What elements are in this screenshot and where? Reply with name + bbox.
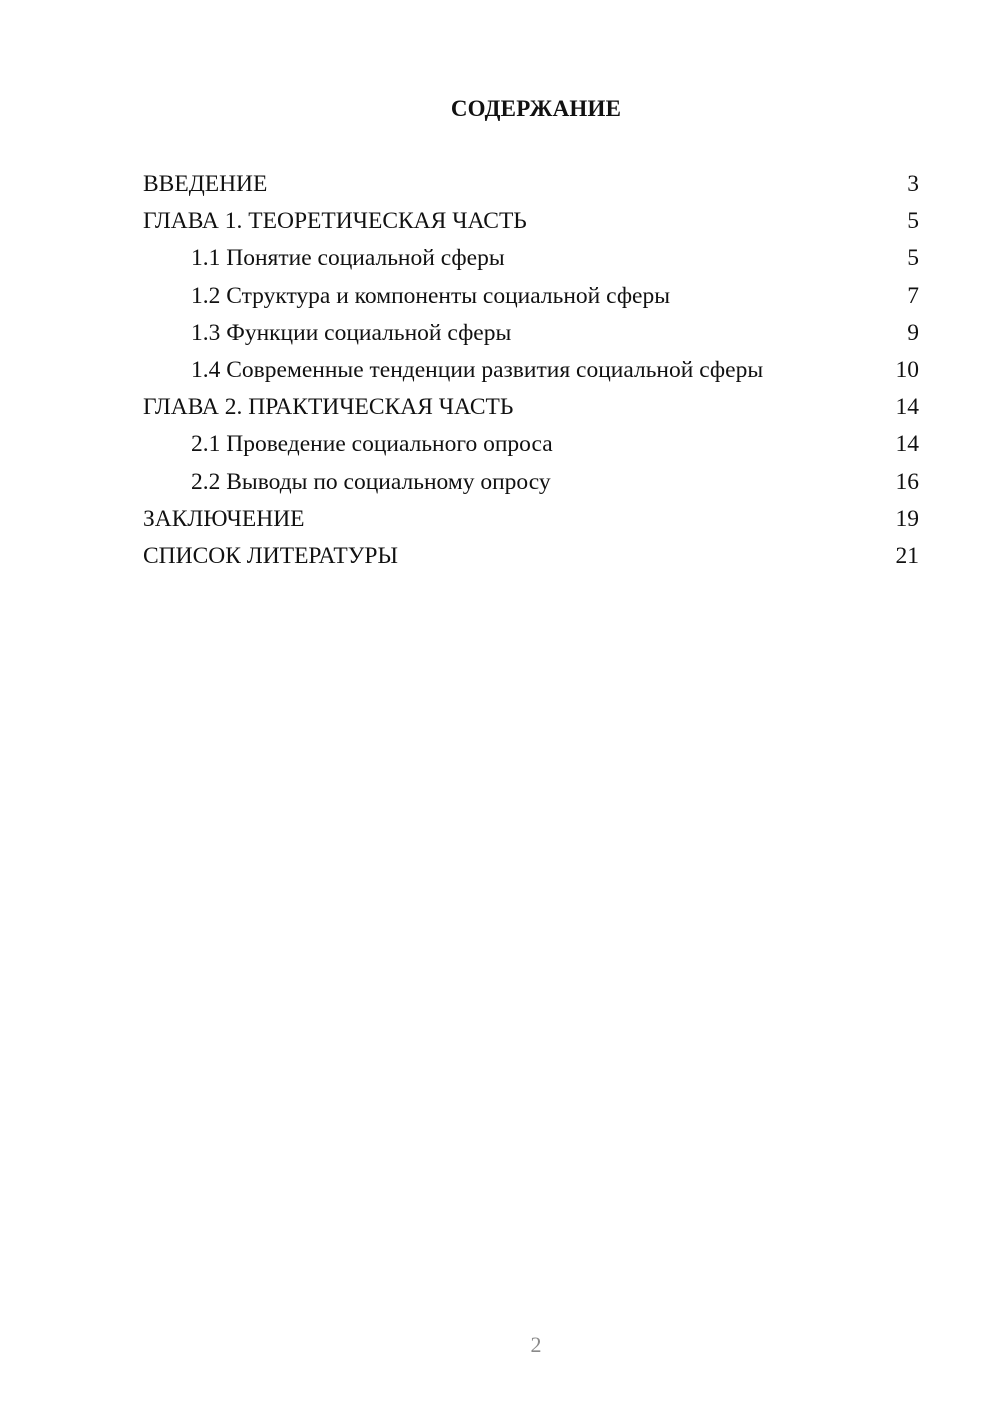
toc-entry-page: 7	[907, 282, 919, 309]
toc-entry-label: ГЛАВА 1. ТЕОРЕТИЧЕСКАЯ ЧАСТЬ	[143, 208, 527, 235]
toc-entry-chapter-1[interactable]	[143, 203, 919, 240]
toc-entry-label: 1.3 Функции социальной сферы	[191, 319, 512, 346]
toc-entry-page: 9	[907, 319, 919, 346]
toc-entry-section-2-1[interactable]	[143, 426, 919, 463]
toc-entry-page: 10	[895, 356, 919, 383]
toc-entry-introduction[interactable]	[143, 166, 919, 203]
toc-entry-page: 21	[895, 542, 919, 569]
toc-entry-page: 14	[895, 431, 919, 458]
toc-entry-page: 16	[895, 468, 919, 495]
toc-entry-page: 5	[907, 245, 919, 272]
toc-entry-section-2-2[interactable]	[143, 464, 919, 501]
toc-entry-label: ГЛАВА 2. ПРАКТИЧЕСКАЯ ЧАСТЬ	[143, 394, 514, 421]
toc-entry-chapter-2[interactable]	[143, 389, 919, 426]
toc-entry-page: 14	[895, 394, 919, 421]
toc-entry-label: ВВЕДЕНИЕ	[143, 171, 268, 197]
toc-entry-page: 19	[895, 505, 919, 532]
toc-entry-label: 2.2 Выводы по социальному опросу	[191, 468, 551, 495]
page-number: 2	[530, 1332, 542, 1357]
toc-entry-label: 2.1 Проведение социального опроса	[191, 431, 553, 458]
toc-entry-label: СПИСОК ЛИТЕРАТУРЫ	[143, 542, 398, 569]
toc-title: СОДЕРЖАНИЕ	[450, 96, 622, 121]
toc-entry-label: 1.4 Современные тенденции развития социальной сферы	[191, 356, 764, 383]
toc-entry-label: 1.1 Понятие социальной сферы	[191, 245, 505, 272]
toc-entry-section-1-1[interactable]	[143, 240, 919, 277]
toc-entry-page: 3	[907, 171, 919, 197]
toc-entry-section-1-2[interactable]	[143, 278, 919, 315]
toc-entry-references[interactable]	[143, 538, 919, 575]
toc-entry-label: ЗАКЛЮЧЕНИЕ	[143, 505, 305, 532]
table-of-contents	[143, 166, 919, 575]
toc-entry-section-1-3[interactable]	[143, 315, 919, 352]
toc-entry-page: 5	[907, 208, 919, 235]
toc-entry-label: 1.2 Структура и компоненты социальной сферы	[191, 282, 671, 309]
toc-entry-section-1-4[interactable]	[143, 352, 919, 389]
toc-entry-conclusion[interactable]	[143, 501, 919, 538]
